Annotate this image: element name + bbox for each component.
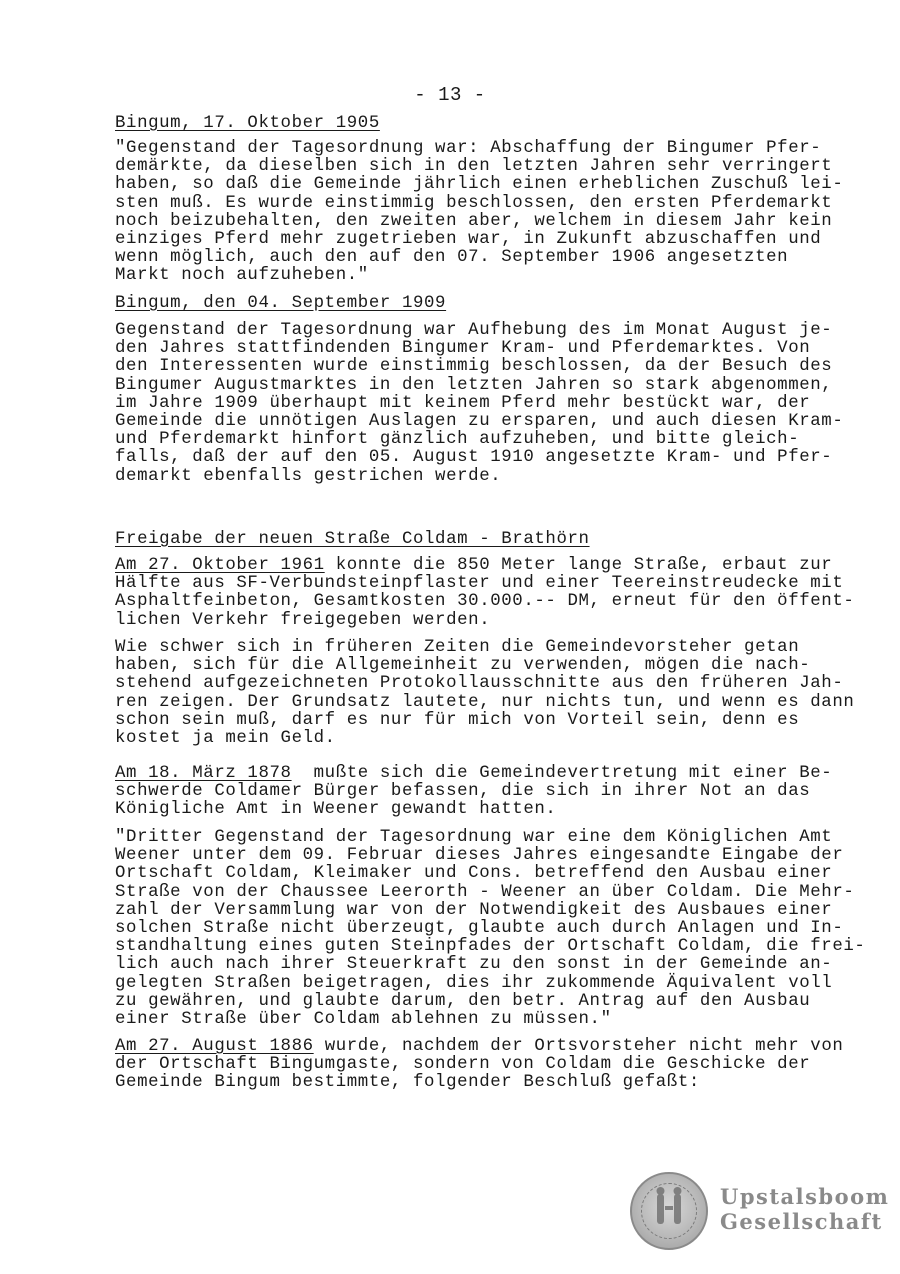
text-line: den Jahres stattfindenden Bingumer Kram- und Pferdemarktes. Von xyxy=(115,339,811,359)
logo-line-1: Upstalsboom xyxy=(720,1184,890,1209)
date-lead-1961: Am 27. Oktober 1961 xyxy=(115,556,325,575)
text-line: "Gegenstand der Tagesordnung war: Abschaffung der Bingumer Pfer- xyxy=(115,139,822,158)
logo-line-2: Gesellschaft xyxy=(720,1209,883,1234)
text-line: einziges Pferd mehr zugetrieben war, in Zukunft abzuschaffen und xyxy=(115,230,822,250)
text-line: lich auch nach ihrer Steuerkraft zu den sonst in der Gemeinde an- xyxy=(115,955,833,975)
text-line: demarkt ebenfalls gestrichen werde. xyxy=(115,466,502,486)
text-line: kostet ja mein Geld. xyxy=(115,729,336,749)
text-line: und Pferdemarkt hinfort gänzlich aufzuheben, und bitte gleich- xyxy=(115,430,800,450)
text-line: solchen Straße nicht überzeugt, glaubte auch durch Anlagen und In- xyxy=(115,919,844,939)
text-fragment: konnte die 850 Meter lange Straße, erbaut zur xyxy=(324,556,833,575)
text-line: Ortschaft Coldam, Kleimaker und Cons. betreffend den Ausbau einer xyxy=(115,864,833,884)
text-fragment: wurde, nachdem der Ortsvorsteher nicht mehr von xyxy=(313,1037,844,1056)
heading-freigabe-strasse: Freigabe der neuen Straße Coldam - Brathörn xyxy=(115,530,590,549)
text-line: zu gewähren, und glaubte darum, den betr. Antrag auf den Ausbau xyxy=(115,991,811,1011)
text-line: schwerde Coldamer Bürger befassen, die sich in ihrer Not an das xyxy=(115,782,811,802)
heading-bingum-1909: Bingum, den 04. September 1909 xyxy=(115,294,447,313)
text-line: Markt noch aufzuheben." xyxy=(115,266,369,286)
text-line: zahl der Versammlung war von der Notwendigkeit des Ausbaues einer xyxy=(115,900,833,920)
text-line: einer Straße über Coldam ablehnen zu müssen." xyxy=(115,1010,612,1030)
text-line: Gemeinde die unnötigen Auslagen zu ersparen, und auch diesen Kram- xyxy=(115,412,844,432)
text-line: sten muß. Es wurde einstimmig beschlossen, den ersten Pferdemarkt xyxy=(115,193,833,213)
quote-1878 xyxy=(115,828,866,1030)
paragraph-protokoll-intro xyxy=(115,638,855,749)
text-fragment: mußte sich die Gemeindevertretung mit einer Be- xyxy=(291,764,833,783)
text-line: Weener unter dem 09. Februar dieses Jahres eingesandte Eingabe der xyxy=(115,846,844,866)
text-line: Wie schwer sich in früheren Zeiten die Gemeindevorsteher getan xyxy=(115,638,800,657)
text-line: ren zeigen. Der Grundsatz lautete, nur nichts tun, und wenn es dann xyxy=(115,692,855,712)
text-line: haben, sich für die Allgemeinheit zu verwenden, mögen die nach- xyxy=(115,656,811,676)
text-line: wenn möglich, auch den auf den 07. September 1906 angesetzten xyxy=(115,248,789,268)
text-line: Gemeinde Bingum bestimmte, folgender Beschluß gefaßt: xyxy=(115,1073,700,1093)
text-line: lichen Verkehr freigegeben werden. xyxy=(115,610,491,630)
heading-bingum-1905: Bingum, 17. Oktober 1905 xyxy=(115,114,380,133)
page-number: - 13 - xyxy=(414,84,486,106)
text-line: im Jahre 1909 überhaupt mit keinem Pferd mehr bestückt war, der xyxy=(115,393,811,413)
paragraph-1961 xyxy=(115,556,855,630)
text-line xyxy=(115,765,835,783)
text-line: "Dritter Gegenstand der Tagesordnung war eine dem Königlichen Amt xyxy=(115,828,833,847)
text-line xyxy=(115,557,835,575)
text-line: Gegenstand der Tagesordnung war Aufhebung des im Monat August je- xyxy=(115,321,833,340)
text-line: haben, so daß die Gemeinde jährlich einen erheblichen Zuschuß lei- xyxy=(115,175,844,195)
text-line: Straße von der Chaussee Leerorth - Weener an über Coldam. Die Mehr- xyxy=(115,882,855,902)
text-line: gelegten Straßen beigetragen, dies ihr zukommende Äquivalent voll xyxy=(115,973,833,993)
upstalsboom-logo xyxy=(630,1172,890,1252)
text-line: Hälfte aus SF-Verbundsteinpflaster und einer Teereinstreudecke mit xyxy=(115,574,844,594)
paragraph-1905 xyxy=(115,139,844,286)
text-line: der Ortschaft Bingumgaste, sondern von Coldam die Geschicke der xyxy=(115,1055,811,1075)
paragraph-1878 xyxy=(115,765,835,820)
text-line: den Interessenten wurde einstimmig beschlossen, da der Besuch des xyxy=(115,357,833,377)
seal-icon xyxy=(630,1172,708,1250)
text-line: stehend aufgezeichneten Protokollausschnitte aus den früheren Jah- xyxy=(115,674,844,694)
text-line: demärkte, da dieselben sich in den letzten Jahren sehr verringert xyxy=(115,157,833,177)
text-line: noch beizubehalten, den zweiten aber, welchem in diesem Jahr kein xyxy=(115,211,833,231)
date-lead-1878: Am 18. März 1878 xyxy=(115,764,292,783)
paragraph-1909 xyxy=(115,321,844,486)
text-line: Asphaltfeinbeton, Gesamtkosten 30.000.-- DM, erneut für den öffent- xyxy=(115,592,855,612)
text-line: Königliche Amt in Weener gewandt hatten. xyxy=(115,800,557,820)
text-line xyxy=(115,1037,844,1056)
text-line: Bingumer Augustmarktes in den letzten Jahren so stark abgenommen, xyxy=(115,375,833,395)
text-line: standhaltung eines guten Steinpfades der Ortschaft Coldam, die frei- xyxy=(115,937,866,957)
paragraph-1886 xyxy=(115,1037,844,1093)
text-line: falls, daß der auf den 05. August 1910 angesetzte Kram- und Pfer- xyxy=(115,448,833,468)
text-line: schon sein muß, darf es nur für mich von Vorteil sein, denn es xyxy=(115,710,800,730)
date-lead-1886: Am 27. August 1886 xyxy=(115,1037,314,1056)
logo-text xyxy=(720,1184,889,1234)
